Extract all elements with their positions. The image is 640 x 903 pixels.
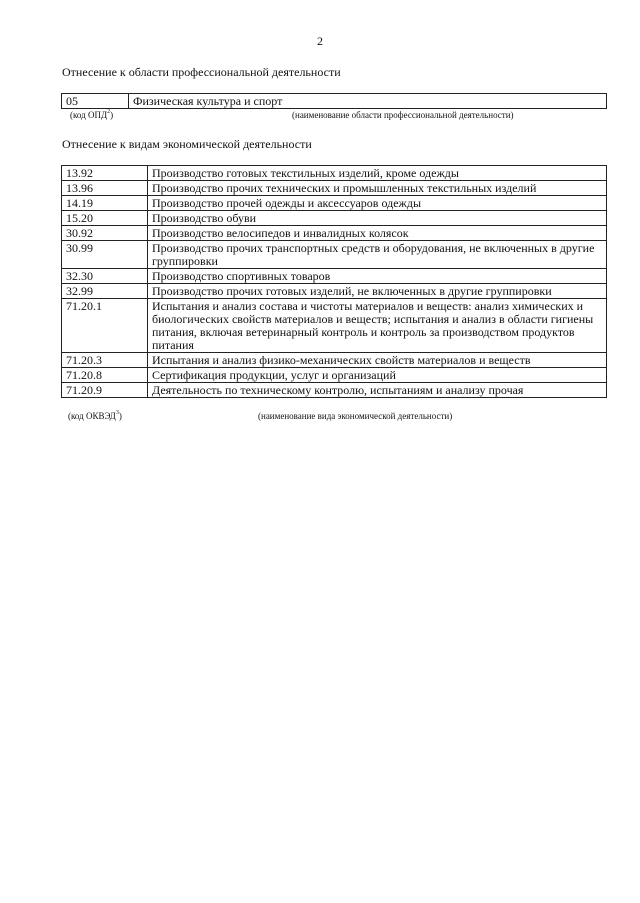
okved-code-cell: 71.20.8 [62, 368, 148, 383]
okved-code-cell: 14.19 [62, 196, 148, 211]
table-row [62, 181, 607, 196]
page-number: 2 [317, 34, 323, 48]
okved-name-cell: Производство прочей одежды и аксессуаров одежды [148, 196, 607, 211]
okved-code-cell: 71.20.3 [62, 353, 148, 368]
okved-section-heading: Отнесение к видам экономической деятельности [62, 137, 312, 151]
table-row [62, 94, 607, 109]
okved-code-cell: 13.92 [62, 166, 148, 181]
opd-code-caption: (код ОПД$^2$) [70, 109, 114, 120]
table-row [62, 383, 607, 398]
okved-name-cell: Производство спортивных товаров [148, 269, 607, 284]
okved-code-cell: 32.30 [62, 269, 148, 284]
okved-code-caption: (код ОКВЭД$^3$) [68, 410, 122, 421]
okved-code-cell: 30.92 [62, 226, 148, 241]
table-row [62, 226, 607, 241]
okved-name-caption: (наименование вида экономической деятельности) [258, 411, 453, 421]
table-row [62, 368, 607, 383]
table-row [62, 299, 607, 353]
table-row [62, 211, 607, 226]
okved-name-cell: Производство прочих технических и промышленных текстильных изделий [148, 181, 607, 196]
okved-name-cell: Производство прочих готовых изделий, не включенных в другие группировки [148, 284, 607, 299]
table-row [62, 353, 607, 368]
table-row [62, 284, 607, 299]
okved-code-cell: 15.20 [62, 211, 148, 226]
opd-name-cell: Физическая культура и спорт [129, 94, 607, 109]
opd-table [61, 93, 607, 109]
table-row [62, 269, 607, 284]
opd-code-cell: 05 [62, 94, 129, 109]
okved-code-cell: 32.99 [62, 284, 148, 299]
opd-name-caption: (наименование области профессиональной деятельности) [292, 110, 514, 120]
okved-name-cell: Производство обуви [148, 211, 607, 226]
okved-name-cell: Сертификация продукции, услуг и организаций [148, 368, 607, 383]
okved-name-cell: Производство прочих транспортных средств и оборудования, не включенных в другие группировки [148, 241, 607, 269]
okved-code-cell: 71.20.1 [62, 299, 148, 353]
okved-code-cell: 30.99 [62, 241, 148, 269]
okved-code-cell: 71.20.9 [62, 383, 148, 398]
okved-name-cell: Испытания и анализ состава и чистоты материалов и веществ: анализ химических и биологических свойств материалов и веществ; испытания и анализ в области гигиены питания, включая ветеринарный контроль и контроль за производством продуктов питания [148, 299, 607, 353]
okved-code-cell: 13.96 [62, 181, 148, 196]
okved-name-cell: Испытания и анализ физико-механических свойств материалов и веществ [148, 353, 607, 368]
okved-name-cell: Деятельность по техническому контролю, испытаниям и анализу прочая [148, 383, 607, 398]
okved-name-cell: Производство готовых текстильных изделий, кроме одежды [148, 166, 607, 181]
table-row [62, 196, 607, 211]
table-row [62, 241, 607, 269]
okved-table [61, 165, 607, 398]
opd-section-heading: Отнесение к области профессиональной деятельности [62, 65, 341, 79]
okved-name-cell: Производство велосипедов и инвалидных колясок [148, 226, 607, 241]
table-row [62, 166, 607, 181]
